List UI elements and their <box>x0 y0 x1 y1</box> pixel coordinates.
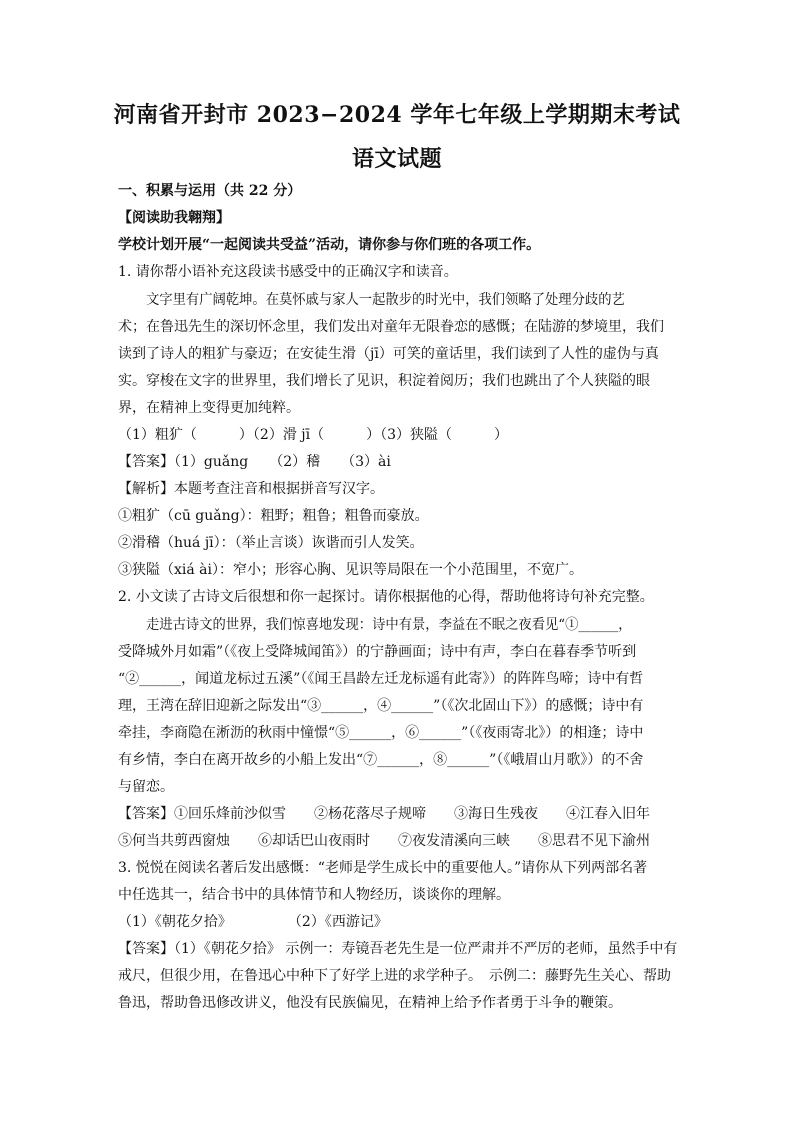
answer-text: 戒尺，但很少用，在鲁迅心中种下了好学上进的求学种子。 示例二：藤野先生关心、帮助 <box>118 968 671 984</box>
passage-line: “②______，闻道龙标过五溪”（《闻王昌龄左迁龙标遥有此寄》）的阵阵鸟啼；诗中有哲 <box>118 671 644 687</box>
passage-line: 牵挂，李商隐在淅沥的秋雨中憧憬“⑤______，⑥______”（《夜雨寄北》）的相逢；诗中 <box>118 725 644 741</box>
section-heading: 一、积累与运用（共 22 分） <box>118 183 302 199</box>
passage-line: 受降城外月如霜”（《夜上受降城闻笛》）的宁静画面；诗中有声，李白在暮春季节听到 <box>118 644 637 660</box>
passage-line: 界，在精神上变得更加纯粹。 <box>118 400 300 416</box>
subsection-heading: 【阅读助我翱翔】 <box>118 210 230 226</box>
question-3-prompt: 3. 悦悦在阅读名著后发出感慨：“老师是学生成长中的重要他人。”请你从下列两部名著 <box>118 860 648 876</box>
passage-line: 术；在鲁迅先生的深切怀念里，我们发出对童年无限眷恋的感慨；在陆游的梦境里，我们 <box>118 319 664 335</box>
passage-line: 理，王湾在辞旧迎新之际发出“③______，④______”（《次北固山下》）的感慨；诗中有 <box>118 698 644 714</box>
passage-line: 读到了诗人的粗犷与豪迈；在安徒生滑（jī）可笑的童话里，我们读到了人性的虚伪与真 <box>118 346 659 362</box>
passage-line: 与留恋。 <box>118 779 174 795</box>
question-1-prompt: 1. 请你帮小语补充这段读书感受中的正确汉字和读音。 <box>118 264 458 280</box>
page-subtitle: 语文试题 <box>351 146 442 172</box>
question-2-prompt: 2. 小文读了古诗文后很想和你一起探讨。请你根据他的心得，帮助他将诗句补充完整。 <box>118 589 654 605</box>
question-3-options: （1）《朝花夕拾》 （2）《西游记》 <box>118 914 388 930</box>
analysis-line: ②滑稽（huá jī）：（举止言谈）诙谐而引人发笑。 <box>118 535 424 551</box>
analysis-line: ③狭隘（xiá ài）：窄小；形容心胸、见识等局限在一个小范围里，不宽广。 <box>118 562 583 578</box>
answer-text: 【答案】（1）《朝花夕拾》 示例一：寿镜吾老先生是一位严肃并不严厉的老师，虽然手中有 <box>118 941 678 957</box>
answer-text: ⑤何当共剪西窗烛 ⑥却话巴山夜雨时 ⑦夜发清溪向三峡 ⑧思君不见下渝州 <box>118 833 650 849</box>
passage-line: 走进古诗文的世界，我们惊喜地发现：诗中有景，李益在不眠之夜看见“①______， <box>146 617 632 633</box>
analysis-heading: 【解析】本题考查注音和根据拼音写汉字。 <box>118 481 384 497</box>
answer-text: 【答案】①回乐烽前沙似雪 ②杨花落尽子规啼 ③海日生残夜 ④江春入旧年 <box>118 806 650 822</box>
passage-line: 文字里有广阔乾坤。在莫怀戚与家人一起散步的时光中，我们领略了处理分歧的艺 <box>146 292 625 308</box>
question-3-prompt: 中任选其一，结合书中的具体情节和人物经历，谈谈你的理解。 <box>118 887 510 903</box>
intro-text: 学校计划开展“一起阅读共受益”活动，请你参与你们班的各项工作。 <box>118 237 541 253</box>
page-title: 河南省开封市 2023−2024 学年七年级上学期期末考试 <box>113 102 681 128</box>
answer-text: 鲁迅，帮助鲁迅修改讲义，他没有民族偏见，在精神上给予作者勇于斗争的鞭策。 <box>118 995 622 1011</box>
question-1-blanks: （1）粗犷（ ）（2）滑 jī（ ）（3）狭隘（ ） <box>118 427 508 443</box>
passage-line: 有乡情，李白在离开故乡的小船上发出“⑦______，⑧______”（《峨眉山月歌》）的不舍 <box>118 752 644 768</box>
analysis-line: ①粗犷（cū guǎng）：粗野；粗鲁；粗鲁而豪放。 <box>118 508 429 524</box>
answer-text: 【答案】（1）guǎng （2）稽 （3）ài <box>118 454 391 470</box>
passage-line: 实。穿梭在文字的世界里，我们增长了见识，积淀着阅历；我们也跳出了个人狭隘的眼 <box>118 373 650 389</box>
